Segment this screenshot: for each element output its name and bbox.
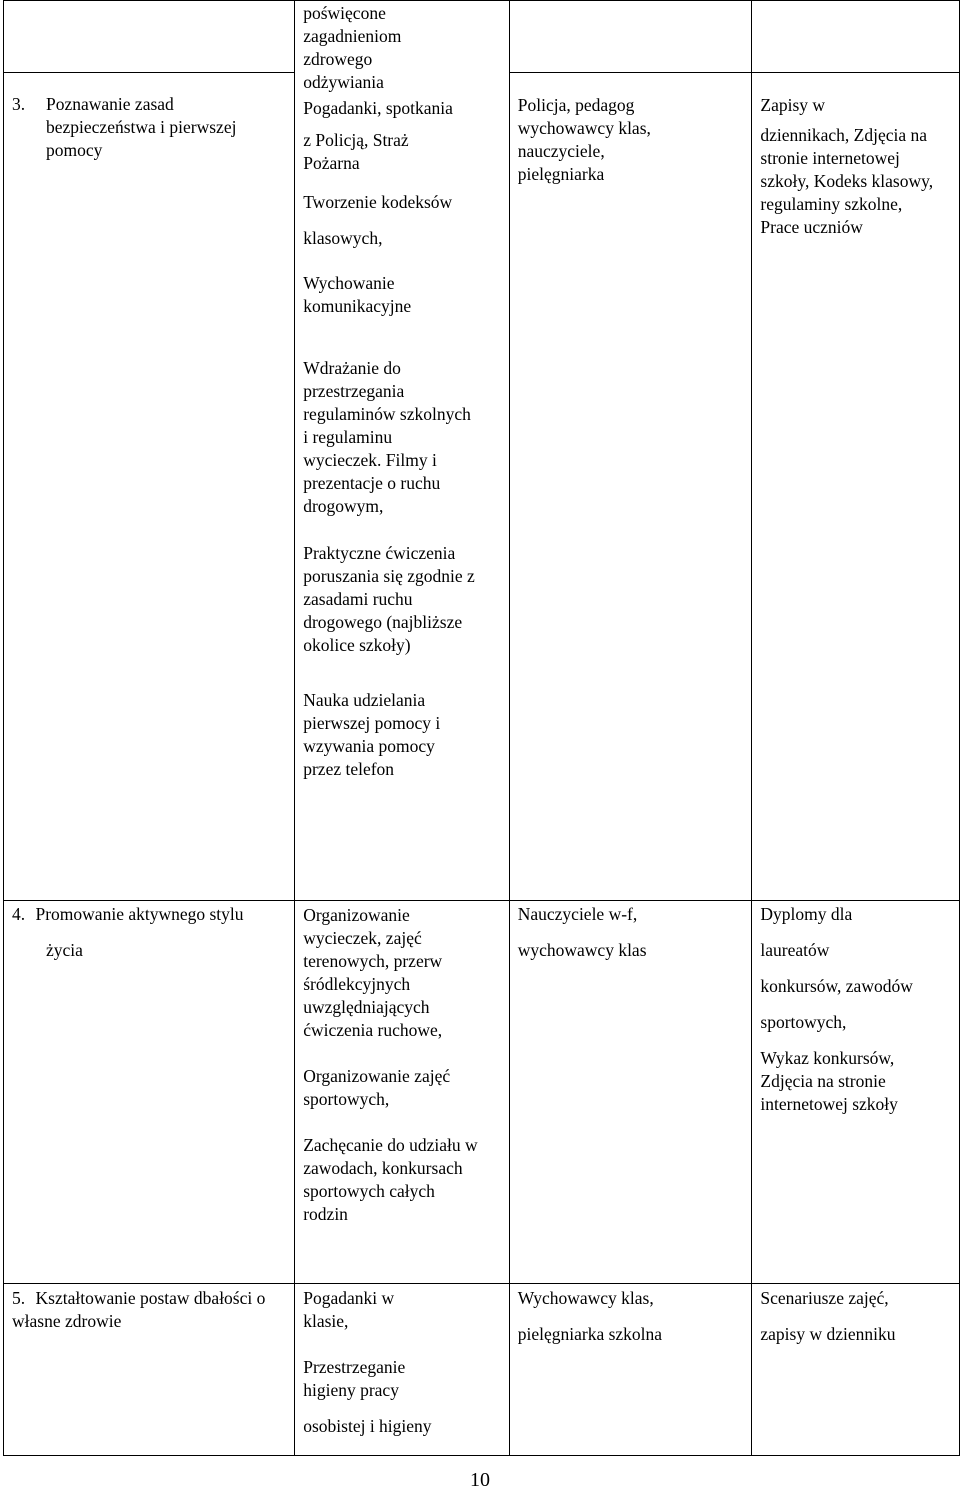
page-number: 10 xyxy=(470,1469,490,1491)
evidence-text: Zapisy w xyxy=(760,95,826,115)
forms-text: Praktyczne ćwiczenia poruszania się zgodnie z zasadami ruchu drogowego (najbliższe okolice szkoły) xyxy=(303,543,475,655)
forms-cell xyxy=(295,1,510,901)
row-number: 3. xyxy=(12,94,26,114)
program-table xyxy=(3,0,960,1456)
forms-text: klasowych, xyxy=(303,228,383,248)
topic-text: Kształtowanie postaw dbałości o własne zdrowie xyxy=(12,1288,266,1331)
forms-text: Organizowanie wycieczek, zajęć terenowych, przerw śródlekcyjnych uwzględniających ćwiczenia ruchowe, xyxy=(303,905,443,1040)
topic-cell xyxy=(4,901,295,1284)
forms-text: Pogadanki w klasie, xyxy=(303,1288,395,1331)
forms-text: Wychowanie komunikacyjne xyxy=(303,273,412,316)
responsible-text: Nauczyciele w-f, xyxy=(517,904,638,924)
topic-text: życia xyxy=(46,940,83,960)
responsible-text: Policja, pedagog wychowawcy klas, nauczyciele, pielęgniarka xyxy=(517,95,651,184)
evidence-text: Dyplomy dla xyxy=(760,904,853,924)
responsible-text: Wychowawcy klas, xyxy=(517,1288,654,1308)
topic-cell xyxy=(4,73,295,901)
table-row xyxy=(4,901,960,1284)
forms-text: Wdrażanie do przestrzegania regulaminów szkolnych i regulaminu wycieczek. Filmy i prezentacje o ruchu drogowym, xyxy=(303,358,471,516)
forms-text: Przestrzeganie higieny pracy xyxy=(303,1357,406,1400)
table-row xyxy=(4,1,960,73)
topic-text: Poznawanie zasad bezpieczeństwa i pierwszej pomocy xyxy=(46,94,237,160)
evidence-text: laureatów xyxy=(760,940,830,960)
responsible-cell xyxy=(509,901,752,1284)
forms-text: Nauka udzielania pierwszej pomocy i wzywania pomocy przez telefon xyxy=(303,690,441,779)
row-number: 4. xyxy=(12,904,26,924)
evidence-text: Scenariusze zajęć, xyxy=(760,1288,889,1308)
forms-text: Pogadanki, spotkania xyxy=(303,98,453,118)
forms-text: Organizowanie zajęć sportowych, xyxy=(303,1066,451,1109)
evidence-cell xyxy=(752,1,960,73)
evidence-text: dziennikach, Zdjęcia na stronie internetowej szkoły, Kodeks klasowy, regulaminy szkolne, Prace uczniów xyxy=(760,125,934,237)
topic-cell xyxy=(4,1,295,73)
row-number: 5. xyxy=(12,1288,26,1308)
evidence-cell xyxy=(752,901,960,1284)
table-row xyxy=(4,1284,960,1456)
forms-text: osobistej i higieny xyxy=(303,1416,432,1436)
forms-text: Zachęcanie do udziału w zawodach, konkursach sportowych całych rodzin xyxy=(303,1135,478,1224)
responsible-cell xyxy=(509,73,752,901)
forms-text: Tworzenie kodeksów xyxy=(303,192,453,212)
evidence-cell xyxy=(752,73,960,901)
evidence-text: zapisy w dzienniku xyxy=(760,1324,896,1344)
forms-text: z Policją, Straż Pożarna xyxy=(303,130,409,173)
forms-cell xyxy=(295,901,510,1284)
evidence-text: konkursów, zawodów xyxy=(760,976,913,996)
responsible-cell xyxy=(509,1,752,73)
topic-text: Promowanie aktywnego stylu xyxy=(35,904,244,924)
responsible-text: pielęgniarka szkolna xyxy=(517,1324,663,1344)
forms-cell xyxy=(295,1284,510,1456)
topic-cell xyxy=(4,1284,295,1456)
evidence-text: sportowych, xyxy=(760,1012,847,1032)
forms-text: poświęcone zagadnieniom zdrowego odżywiania xyxy=(303,3,402,92)
evidence-text: Wykaz konkursów, Zdjęcia na stronie internetowej szkoły xyxy=(760,1048,898,1114)
responsible-text: wychowawcy klas xyxy=(517,940,647,960)
evidence-cell xyxy=(752,1284,960,1456)
responsible-cell xyxy=(509,1284,752,1456)
